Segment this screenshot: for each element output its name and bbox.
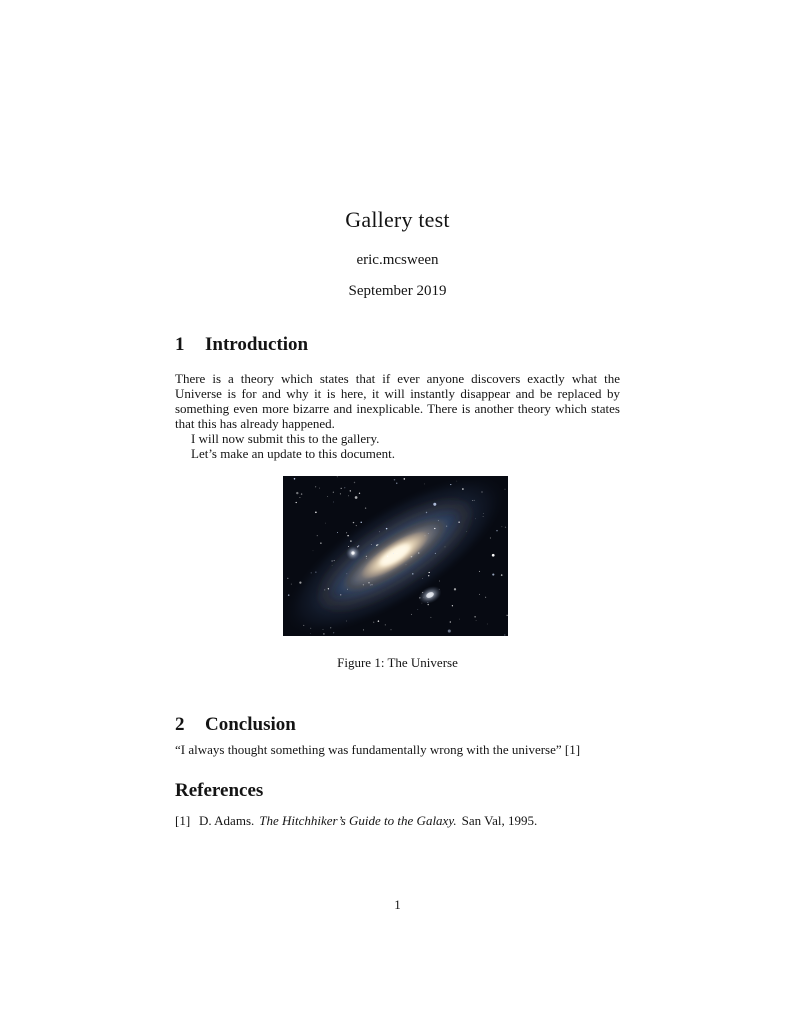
section-title-conclusion: Conclusion [205, 714, 296, 735]
figure-universe-photo [283, 476, 508, 636]
section-heading-conclusion [175, 714, 620, 736]
conclusion-quote: “I always thought something was fundamentally wrong with the universe” [1] [175, 742, 581, 757]
section-number-conclusion: 2 [175, 714, 185, 735]
section-number-introduction: 1 [175, 334, 185, 355]
section-heading-introduction [175, 334, 620, 356]
references-heading: References [175, 780, 264, 801]
reference-title: The Hitchhiker’s Guide to the Galaxy. [259, 813, 457, 828]
document-date: September 2019 [348, 283, 447, 299]
document-author: eric.mcsween [356, 252, 439, 268]
reference-item-1 [175, 813, 620, 828]
page-number: 1 [394, 897, 401, 912]
figure-caption: Figure 1: The Universe [337, 655, 458, 670]
introduction-paragraph-3: Let’s make an update to this document. [191, 446, 395, 461]
companion-galaxy-m32 [346, 546, 360, 560]
reference-publisher: San Val, 1995. [461, 813, 538, 828]
document-title: Gallery test [345, 207, 450, 232]
introduction-paragraph-1: There is a theory which states that if ever anyone discovers exactly what the Universe is for and why it is here, it will instantly disappear and be replaced by something even more bizarre and inexplicable. There is another theory which states that this has already happened. [175, 371, 620, 431]
galaxy-photo-image [283, 476, 508, 636]
section-title-introduction: Introduction [205, 334, 309, 355]
introduction-paragraph-2: I will now submit this to the gallery. [191, 431, 380, 446]
reference-label: [1] [175, 813, 191, 828]
reference-authors: D. Adams. [199, 813, 255, 828]
